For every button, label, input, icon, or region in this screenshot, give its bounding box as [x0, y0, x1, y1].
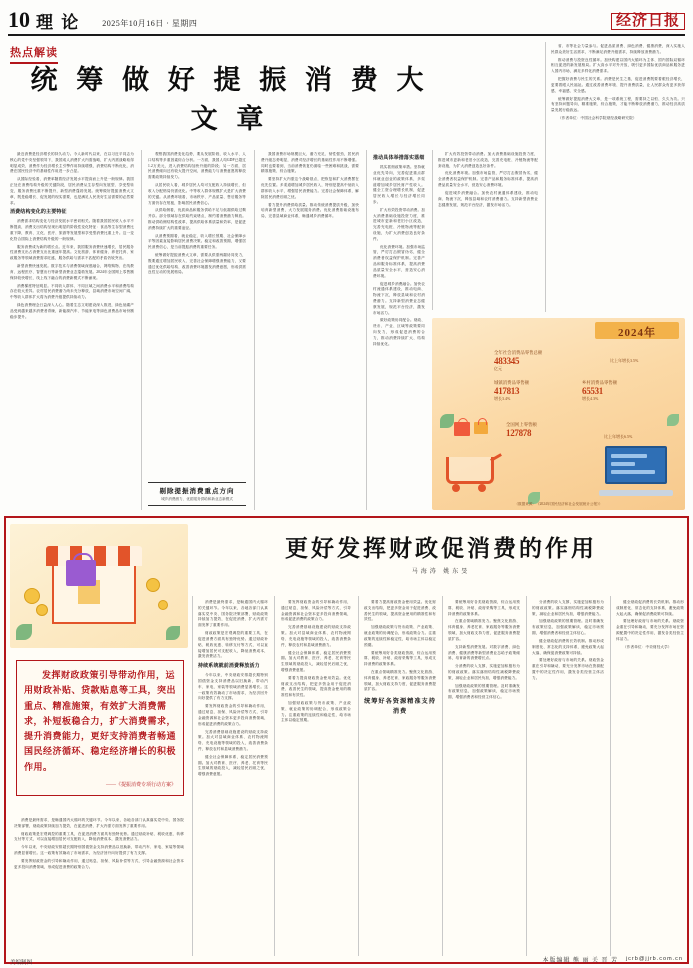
paragraph: 要处理好政府与市场的关系。财政资金重在引导和撬动，要充分发挥市场在资源配置中的决定性作用，激发各类经营主体活力。 [532, 658, 604, 680]
column-divider [545, 42, 546, 312]
coin-icon [146, 578, 160, 592]
paragraph: 统筹做好提振消费大文章，需要从供需两端协同发力，既要通过增加居民收入、完善社会保障增强消费能力，又要通过优化供给结构、改善消费环境激发消费意愿，形成供需良性互动的发展格局。 [148, 253, 246, 275]
paragraph: 推动消费与投资良性循环。加快构建以国内大循环为主体、国内国际双循环相互促进的新发展格局。扩大高水平对外开放，吸引更多国际优质商品和服务进入国内市场，满足多样化消费需求。 [551, 57, 685, 74]
paragraph: 观察我国消费变化趋势，要从发展阶段、收入水平、人口结构等多重因素综合分析。一方面，我国人均GDP已超过1.2万美元，进入消费结构加快升级的阶段；另一方面，居民消费倾向还有较大提升空间，消费能力与消费意愿的释放需要政策持续发力。 [148, 152, 246, 180]
paragraph: 消费需求结构变化与经济发展水平密切相关。随着我国居民收入水平不断提高，消费支出结构呈现出明显的阶段性变化特征：食品等生存型消费比重下降，教育、文化、医疗、旅游等发展型和享受型消费比重上升。这一变化符合国际上消费结构升级的一般规律。 [10, 219, 134, 241]
shopping-bag-icon [454, 422, 470, 436]
main-headline: 统 筹 做 好 提 振 消 费 大 文 章 [30, 65, 430, 134]
coin-icon [158, 600, 168, 610]
year-ribbon [595, 322, 679, 339]
feature-article [4, 516, 689, 964]
paragraph: 抓实抓细政策举措。坚持就业优先导向，完善促进重点群体就业创业的政策体系，多渠道增加城乡居民财产性收入。健全工资合理增长机制，促进居民收入增长与经济增长同步。 [373, 165, 425, 204]
paragraph: 做好政策协同配合。财政、货币、产业、区域等政策要同向发力，形成促进消费的合力，推动消费持续扩大、结构持续优化。 [373, 318, 425, 346]
paragraph: 在重点领域精准发力。聚焦文化旅游、体育健身、养老托育、家政服务等服务消费领域，加大财政支持力度，促进服务消费提质扩容。 [448, 619, 520, 641]
stat-label: 城镇消费品零售额 [494, 380, 530, 385]
pullquote-text: 发挥财政政策引导带动作用，运用财政补贴、贷款贴息等工具，突出重点、精准施策，有效扩大消费需求，补短板稳合力，扩大消费需求，提升消费能力，更好支持消费者畅通国民经济循环、稳定经济增长的积极作用。 [24, 670, 177, 772]
stat-note: 增长4.3% [582, 396, 599, 401]
feature-byline: 马海涛 姚东旻 [411, 569, 471, 575]
paragraph: 分消费的收入支撑，实施更加积极有为的财政政策。落实落细结构性减税降费政策，减轻企业和居民负担，增强消费能力。 [532, 600, 604, 616]
paragraph: 消费是最终需求，是畅通国内大循环的关键环节。今年以来，各地各部门认真落实党中央、国务院决策部署，财政政策持续加力提效，在促进消费、扩大内需方面发挥了重要作用。 [14, 818, 184, 828]
leaf-decoration [166, 626, 180, 640]
page-footer [0, 952, 693, 966]
paragraph: 消费是最终需求，是畅通国内大循环的关键环节。今年以来，各地各部门认真落实党中央、国务院决策部署，财政政策持续加力提效，在促进消费、扩大内需方面发挥了重要作用。 [198, 600, 268, 628]
section-name: 理 论 [36, 13, 81, 32]
paragraph: 支持新型消费发展。对数字消费、绿色消费、健康消费等新型消费业态给予政策倾斜，培育新的消费增长点。 [448, 644, 520, 661]
pullquote-source: ——《提振消费专项行动方案》 [105, 783, 176, 789]
paragraph: 要发挥财政资金的引导和撬动作用，通过贴息、担保、风险补偿等方式，引导金融资源和社会资本更多投向消费领域，形成促进消费的政策合力。 [14, 858, 184, 869]
feature-headline: 更好发挥财政促消费的作用 [285, 536, 597, 561]
paragraph: 从供给侧看，优质商品和服务供给不足与低端供给过剩并存。部分领域存在供给约束堵点，制约着消费潜力释放。推动供给侧结构性改革，提高供给体系质量和效率，是促进消费持续扩大的重要途径。 [148, 208, 246, 230]
paragraph: 健全社会保障体系，稳定居民消费预期。加大对教育、医疗、养老、托育等民生领域的财政投入，减轻居民后顾之忧，增强消费意愿。 [281, 650, 351, 672]
paragraph: 促进城乡消费融合。加快农村流通体系建设，推动电商、物流下沉，释放县域和农村消费潜力。支持新型消费业态健康发展，规范平台经济，激发市场活力。 [438, 190, 538, 207]
feature-illustration [10, 524, 188, 648]
paragraph: 要发挥财政资金的引导和撬动作用，通过贴息、担保、风险补偿等方式，引导金融资源和社会资本更多投向消费领域，形成促进消费的政策合力。 [198, 704, 268, 726]
paragraph: 扩大有效投资带动消费。加大消费基础设施投资力度，推进城市更新和老旧小区改造，完善充电桩、冷链物流等配套设施，为扩大消费创造良好条件。 [373, 207, 425, 241]
feature-column-2 [198, 600, 268, 952]
paragraph: 要着力提高财政资金使用效益。优化财政支出结构，把更多资金用于促进消费、改善民生的领域，提高资金使用的精准性和有效性。 [281, 675, 351, 698]
hot-topic-tag: 热点解读 [10, 44, 58, 64]
feature-pullquote [16, 660, 184, 796]
feature-column-5 [448, 600, 520, 952]
article-column-2 [148, 152, 246, 472]
paragraph: 要发挥财政资金的引导和撬动作用，通过贴息、担保、风险补偿等方式，引导金融资源和社会资本更多投向消费领域，形成促进消费的政策合力。 [281, 600, 351, 622]
column-divider [358, 596, 359, 956]
stat-value: 65531 [582, 386, 604, 396]
paragraph: 今年以来，中央财政安排超长期特别国债资金支持消费品以旧换新，带动汽车、家电、家装等领域消费显著增长。这一政策有效撬动了市场需求，为经济回升向好提供了有力支撑。 [198, 673, 268, 701]
column-divider [366, 150, 367, 510]
paragraph: 健全财政促消费的长效机制。推动形成制度化、常态化的支持体系，避免政策大起大落，确保促消费政策可持续。 [532, 638, 604, 655]
column-divider [432, 150, 433, 310]
stat-label: 全年社会消费品零售总额 [494, 350, 543, 355]
stat-total-retail-note [610, 358, 680, 364]
page-number: 10 [8, 7, 30, 32]
stat-value: 417813 [494, 386, 520, 396]
stat-online-retail-note [604, 434, 682, 440]
paragraph: 要统筹用好各类财政资源，综合运用预算、税收、补贴、政府采购等工具，形成支持消费的政策体系。 [364, 650, 436, 667]
paragraph: 新型消费快速发展。数字技术与消费领域深度融合，网络购物、在线教育、远程医疗、智慧出行等新型消费业态蓬勃发展。2024年全国网上零售额保持较快增长，线上线下融合的消费新模式不断涌现。 [10, 264, 134, 280]
stat-note: 增长3.4% [494, 396, 511, 401]
stat-label: 全国网上零售额 [506, 422, 537, 427]
paragraph: 要着力提高财政资金使用效益。优化财政支出结构，把更多资金用于促进消费、改善民生的领域，提高资金使用的精准性和有效性。 [364, 600, 436, 622]
footer-designer: 美编制图 [10, 960, 33, 966]
paragraph: 财政政策是宏观调控的重要工具，在促进消费方面具有独特优势。通过财政补贴、税收优惠、转移支付等方式，可以直接增加居民可支配收入，降低消费成本，激发消费活力。 [198, 631, 268, 659]
paragraph: 加强财政政策与货币政策、产业政策、就业政策的协调配合，形成政策合力。注重政策的连续性和稳定性，给市场主体以稳定预期。 [364, 625, 436, 647]
shopping-bag-icon [66, 560, 96, 586]
infographic-year: 2024年 [618, 327, 656, 339]
column-subheading: 统筹好各资源精准支持消费 [364, 698, 436, 716]
pullquote-box [148, 482, 246, 506]
paragraph: 着力提升消费供给质量。推动传统消费提质升级，加快培育新型消费，大力发展服务消费。优化消费基础设施布局，完善县域商业体系，畅通城乡消费循环。 [261, 202, 359, 219]
paragraph: 我国消费市场规模巨大、潜力充足、韧性强劲，居民消费升级态势明显，消费对经济增长的基础性作用不断增强。同时也要看到，当前消费恢复仍面临一些困难和挑战，需要精准施策、综合施策。 [261, 152, 359, 174]
paragraph: 扩大有效投资带动消费。加大消费基础设施投资力度，推进城市更新和老旧小区改造，完善充电桩、冷链物流等配套设施，为扩大消费创造良好条件。 [438, 152, 538, 168]
paragraph: 优化消费环境。加强市场监管，严厉打击假冒伪劣，健全消费者权益保护机制。完善产品和服务标准体系，提高消费品质量安全水平，营造安心消费环境。 [373, 244, 425, 278]
feature-column-4 [364, 600, 436, 900]
coin-icon [24, 588, 40, 604]
paragraph: 把握好消费与民生的关系。消费是民生之基，促进消费既要着眼经济增长，更要着眼人民福祉。通过改善消费环境、提升消费质量，让人民群众有更多获得感、幸福感、安全感。 [551, 77, 685, 93]
feature-column-6 [532, 600, 604, 952]
paper-logo: 经济日报 [611, 13, 685, 30]
paragraph: 服务消费成为新的增长点。近年来，我国服务消费快速增长，居民服务性消费支出占消费支出比重逐年提高。文化旅游、体育健身、养老托育、家政服务等领域消费需求旺盛，服务供给与需求不匹配的矛盾仍较突出。 [10, 244, 134, 261]
shopping-bag-icon [474, 422, 488, 434]
paragraph: 要统筹用好各类财政资源，综合运用预算、税收、补贴、政府采购等工具，形成支持消费的政策体系。 [448, 600, 520, 616]
paragraph: 省、市等社会力量参与。促进品质消费、绿色消费、健康消费，深入实施人民群众美好生活需求，不断满足消费升级需求，持续释放消费潜力。 [551, 44, 685, 54]
paragraph: 在重点领域精准发力。聚焦文化旅游、体育健身、养老托育、家政服务等服务消费领域，加大财政支持力度，促进服务消费提质扩容。 [364, 669, 436, 692]
coin-icon [36, 604, 48, 616]
article-column-5 [551, 44, 685, 309]
masthead [8, 6, 685, 36]
stat-note: 比上年增长3.5% [610, 358, 639, 363]
stat-unit: 亿元 [494, 366, 502, 371]
article-column-1 [10, 152, 134, 507]
column-divider [274, 596, 275, 956]
column-subheading: 持续系统就前消费释放活力 [198, 664, 260, 670]
paragraph: 从居民收入看，城乡居民人均可支配收入持续增长，但收入分配格局仍需优化。中等收入群体规模扩大是扩大消费的关键。从消费环境看，市场秩序、产品质量、售后服务等方面仍存在短板，影响居民消费信心。 [148, 183, 246, 205]
paragraph: 完善消费基础设施建设的财政支持政策。加大对县域商业体系、农村物流网络、充电设施等领域的投入，改善消费条件，释放农村和县域消费潜力。 [198, 729, 268, 751]
paragraph: （作者单位：中国社会科学院财经战略研究院） [558, 115, 637, 120]
pullquote-title: 剔除提振消费重点方向 [159, 488, 235, 495]
stat-value: 127878 [506, 428, 532, 438]
laptop-icon [599, 446, 673, 496]
leaf-decoration [440, 414, 454, 428]
paragraph: 从消费预期看，就业稳定、收入增长预期、社会保障水平等因素直接影响居民消费决策。稳定和改善预期，增强居民消费信心，是当前提振消费的重要任务。 [148, 233, 246, 250]
column-divider [526, 596, 527, 956]
stat-value: 483345 [494, 356, 520, 366]
paragraph: 促进城乡消费融合。加快农村流通体系建设，推动电商、物流下沉，释放县域和农村消费潜力。支持新型消费业态健康发展，规范平台经济，激发市场活力。 [373, 281, 425, 315]
stat-total-retail [494, 350, 614, 372]
leaf-decoration [667, 414, 679, 426]
paragraph: 绿色消费理念日益深入人心。随着生态文明建设深入推进，绿色低碳产品受到越来越多消费者青睐，新能源汽车、节能家电等绿色消费品市场份额稳步提升。 [10, 302, 134, 319]
stat-rural-retail [582, 380, 672, 402]
paragraph: 从国际经验看，消费率随着经济发展水平提高而上升是一般规律。我国正处在消费结构升级的关键阶段，居民消费从生存型向发展型、享受型转变，服务消费比重不断提升，新型消费蓬勃发展。统筹做好提振消费大文章，既是稳增长、促发展的现实需要，也是满足人民美好生活需要的必然要求。 [10, 177, 134, 205]
paragraph: 加强财政政策与货币政策、产业政策、就业政策的协调配合，形成政策合力。注重政策的连续性和稳定性，给市场主体以稳定预期。 [281, 701, 351, 723]
paragraph: 要坚持扩大内需这个战略基点，把恢复和扩大消费摆在优先位置。多渠道增加城乡居民收入，特别是提高中低收入群体收入水平，增强居民消费能力。完善社会保障体系，解除居民消费后顾之忧。 [261, 177, 359, 199]
leaf-decoration [16, 624, 32, 640]
column-divider [254, 150, 255, 510]
paragraph: 完善消费基础设施建设的财政支持政策。加大对县域商业体系、农村物流网络、充电设施等领域的投入，改善消费条件，释放农村和县域消费潜力。 [281, 625, 351, 647]
paragraph: 优化消费环境。加强市场监管，严厉打击假冒伪劣，健全消费者权益保护机制。完善产品和服务标准体系，提高消费品质量安全水平，营造安心消费环境。 [438, 171, 538, 188]
paragraph: 加强财政政策的预期管理。及时准确发布政策信息，加强政策解读，稳定市场预期，增强消费者和经营主体信心。 [532, 619, 604, 636]
article-column-3 [261, 152, 359, 507]
paragraph: （作者单位：中央财经大学） [623, 644, 672, 649]
column-divider [141, 150, 142, 510]
paragraph: 分消费的收入支撑，实施更加积极有为的财政政策。落实落细结构性减税降费政策，减轻企业和居民负担，增强消费能力。 [448, 664, 520, 680]
paragraph: 健全社会保障体系，稳定居民消费预期。加大对教育、医疗、养老、托育等民生领域的财政投入，减轻居民后顾之忧，增强消费意愿。 [198, 754, 268, 777]
shopping-cart-icon [446, 446, 502, 492]
footer-email: jcrb@jjrb.com.cn [625, 956, 683, 962]
column-divider [442, 596, 443, 956]
stat-urban-retail [494, 380, 566, 402]
stat-label: 乡村消费品零售额 [582, 380, 618, 385]
storefront-icon [46, 546, 142, 628]
paragraph: 最近消费是经济增长的持久动力。今人新时代以来，在以习近平同志为核心的党中央坚强领导下，我国成人消费扩大内需战略，扩大内需战略取得明显成效，消费作为经济增长主引擎作用持续增强，消费结构不断优化，消费在国民经济中的基础性作用进一步凸显。 [10, 152, 134, 174]
column-divider [192, 596, 193, 956]
paragraph: 健全财政促消费的长效机制。推动形成制度化、常态化的支持体系，避免政策大起大落，确保促消费政策可持续。 [616, 600, 684, 616]
column-subheading: 推动具体举措落实落细 [373, 156, 425, 161]
feature-column-3 [281, 600, 351, 952]
feature-column-7 [616, 600, 684, 930]
infographic [432, 318, 685, 510]
issue-date: 2025年10月16日 · 星期四 [102, 19, 198, 28]
column-divider [610, 596, 611, 956]
paragraph: 要处理好政府与市场的关系。财政资金重在引导和撬动，要充分发挥市场在资源配置中的决定性作用，激发各类经营主体活力。 [616, 619, 684, 641]
footer-editor: 本版编辑 熊 丽 关 晋 芳 [542, 957, 618, 964]
column-subheading: 消费结构变化的主要特征 [10, 210, 67, 216]
feature-column-1 [14, 818, 184, 953]
paragraph: 今年以来，中央财政安排超长期特别国债资金支持消费品以旧换新，带动汽车、家电、家装等领域消费显著增长。这一政策有效撬动了市场需求，为经济回升向好提供了有力支撑。 [14, 845, 184, 856]
stat-note: 比上年增长6.5% [604, 434, 633, 439]
paragraph: 消费梯度特征明显。不同收入群体、不同区域之间消费水平和消费结构存在较大差异。农村居民消费潜力尚未充分释放，县域消费市场空间广阔，中等收入群体扩大将为消费升级提供持续动力。 [10, 283, 134, 300]
article-column-4 [373, 152, 425, 507]
article-column-4b [438, 152, 538, 307]
pullquote-subtitle: 城乡消费潜力、优质服务供给和新业态新模式 [161, 497, 233, 501]
paragraph: 统筹做好提振消费大文章，是一项系统工程，需要持之以恒、久久为功。只有坚持问题导向，精准施策、综合施策，才能不断释放消费潜力，推动经济高质量发展行稳致远。 [551, 96, 685, 113]
paragraph: 财政政策是宏观调控的重要工具，在促进消费方面具有独特优势。通过财政补贴、税收优惠、转移支付等方式，可以直接增加居民可支配收入，降低消费成本，激发消费活力。 [14, 831, 184, 842]
infographic-caption: （数据来源：《2024年国民经济和社会发展统计公报》） [514, 502, 603, 506]
paragraph: 加强财政政策的预期管理。及时准确发布政策信息，加强政策解读，稳定市场预期，增强消费者和经营主体信心。 [448, 683, 520, 700]
stat-online-retail [506, 422, 606, 438]
